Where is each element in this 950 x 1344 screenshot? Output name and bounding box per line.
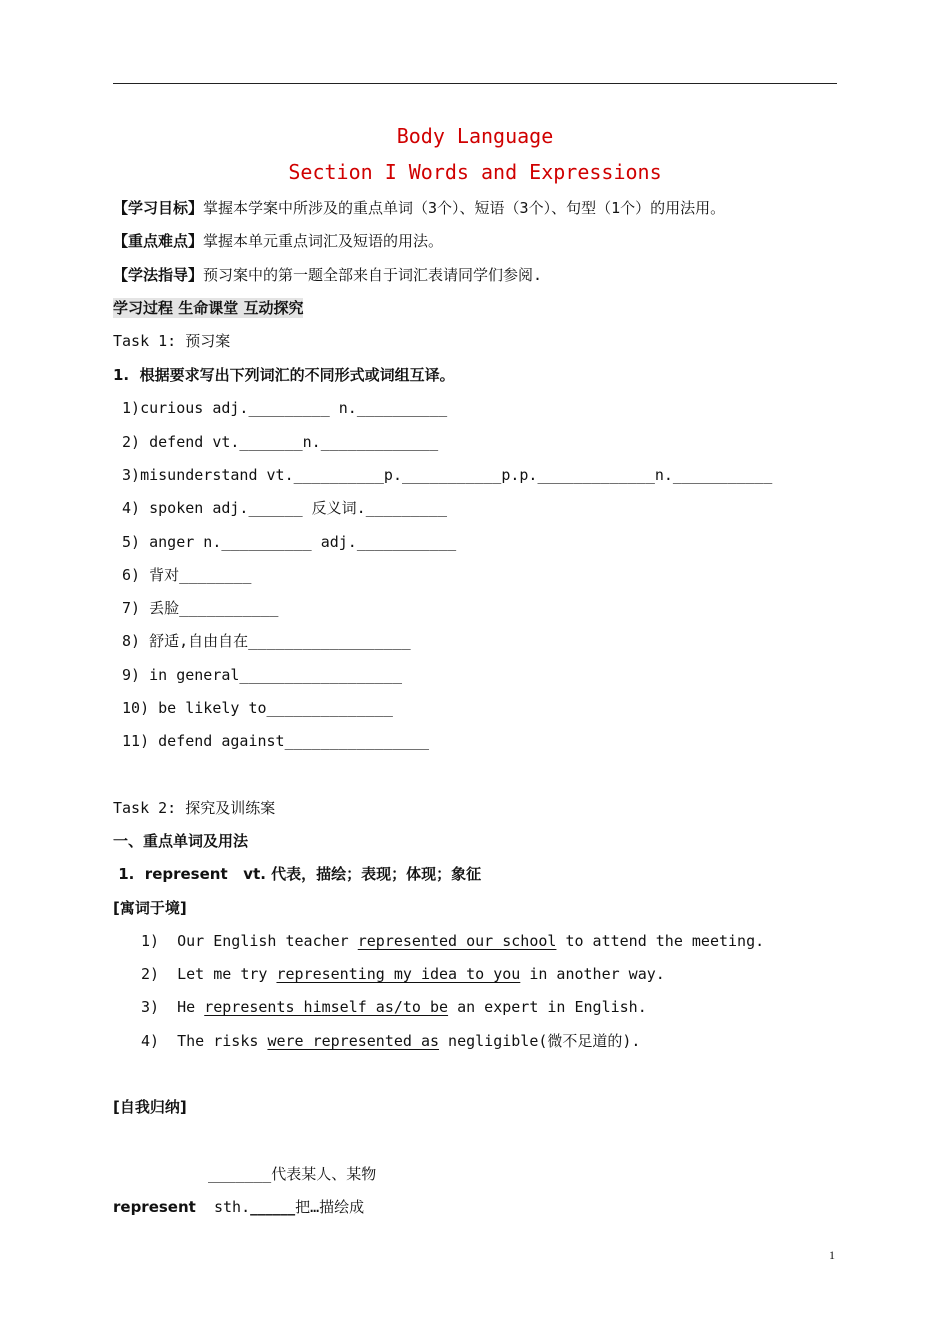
summary-word: represent [113, 1198, 196, 1216]
task1-title: Task 1: 预习案 [113, 332, 231, 350]
page-title: Body Language [396, 124, 554, 148]
task1-item: 4) spoken adj.______ 反义词._________ [113, 499, 447, 517]
task1-item: 7) 丢脸___________ [113, 599, 279, 617]
task1-item: 6) 背对________ [113, 566, 252, 584]
underlined-phrase: representing my idea to you [276, 965, 521, 983]
task1-item: 2) defend vt._______n._____________ [113, 433, 439, 451]
example-sentence: 2) Let me try representing my idea to you in another way. [141, 965, 665, 983]
task1-question: 1. 根据要求写出下列词汇的不同形式或词组互译。 [113, 366, 455, 384]
goal-text: 掌握本学案中所涉及的重点单词（3个）、短语（3个）、句型（1个）的用法用。 [203, 199, 726, 217]
underlined-phrase: represented our school [357, 932, 557, 950]
task2-title: Task 2: 探究及训练案 [113, 799, 276, 817]
section-key-words: 一、重点单词及用法 [113, 832, 249, 850]
task1-item: 5) anger n.__________ adj.___________ [113, 533, 457, 551]
example-sentence: 4) The risks were represented as negligible(微不足道的). [141, 1032, 641, 1050]
page-number: 1 [829, 1248, 835, 1262]
summary-label: [自我归纳] [113, 1098, 187, 1116]
goal-label: 【学习目标】 [113, 199, 204, 217]
task1-item: 11) defend against________________ [113, 732, 430, 750]
example-sentence: 1) Our English teacher represented our school to attend the meeting. [141, 932, 765, 950]
underlined-phrase: were represented as [267, 1032, 440, 1050]
section-title: Section I Words and Expressions [288, 160, 662, 184]
word-entry-represent: 1. represent vt. 代表，描绘；表现；体现；象征 [113, 865, 482, 883]
task1-item: 3)misunderstand vt.__________p.___________p.p._____________n.___________ [113, 466, 773, 484]
focus-label: 【重点难点】 [113, 232, 204, 250]
study-method [113, 265, 542, 285]
summary-line-1: _______代表某人、某物 [208, 1165, 377, 1183]
process-heading: 学习过程 生命课堂 互动探究 [113, 299, 304, 317]
method-label: 【学法指导】 [113, 266, 204, 284]
key-points [113, 231, 443, 251]
example-sentence: 3) He represents himself as/to be an expert in English. [141, 998, 647, 1016]
task1-item: 9) in general__________________ [113, 666, 402, 684]
context-label: [寓词于境] [113, 899, 187, 917]
task1-item: 1)curious adj._________ n.__________ [113, 399, 448, 417]
learning-goal [113, 198, 725, 218]
task1-item: 10) be likely to______________ [113, 699, 393, 717]
header-rule [113, 83, 837, 84]
focus-text: 掌握本单元重点词汇及短语的用法。 [203, 232, 444, 250]
method-text: 预习案中的第一题全部来自于词汇表请同学们参阅. [203, 266, 543, 284]
task1-item: 8) 舒适,自由自在__________________ [113, 632, 411, 650]
summary-line-2: sth.______把…描绘成 [214, 1198, 365, 1216]
underlined-phrase: represents himself as/to be [204, 998, 449, 1016]
